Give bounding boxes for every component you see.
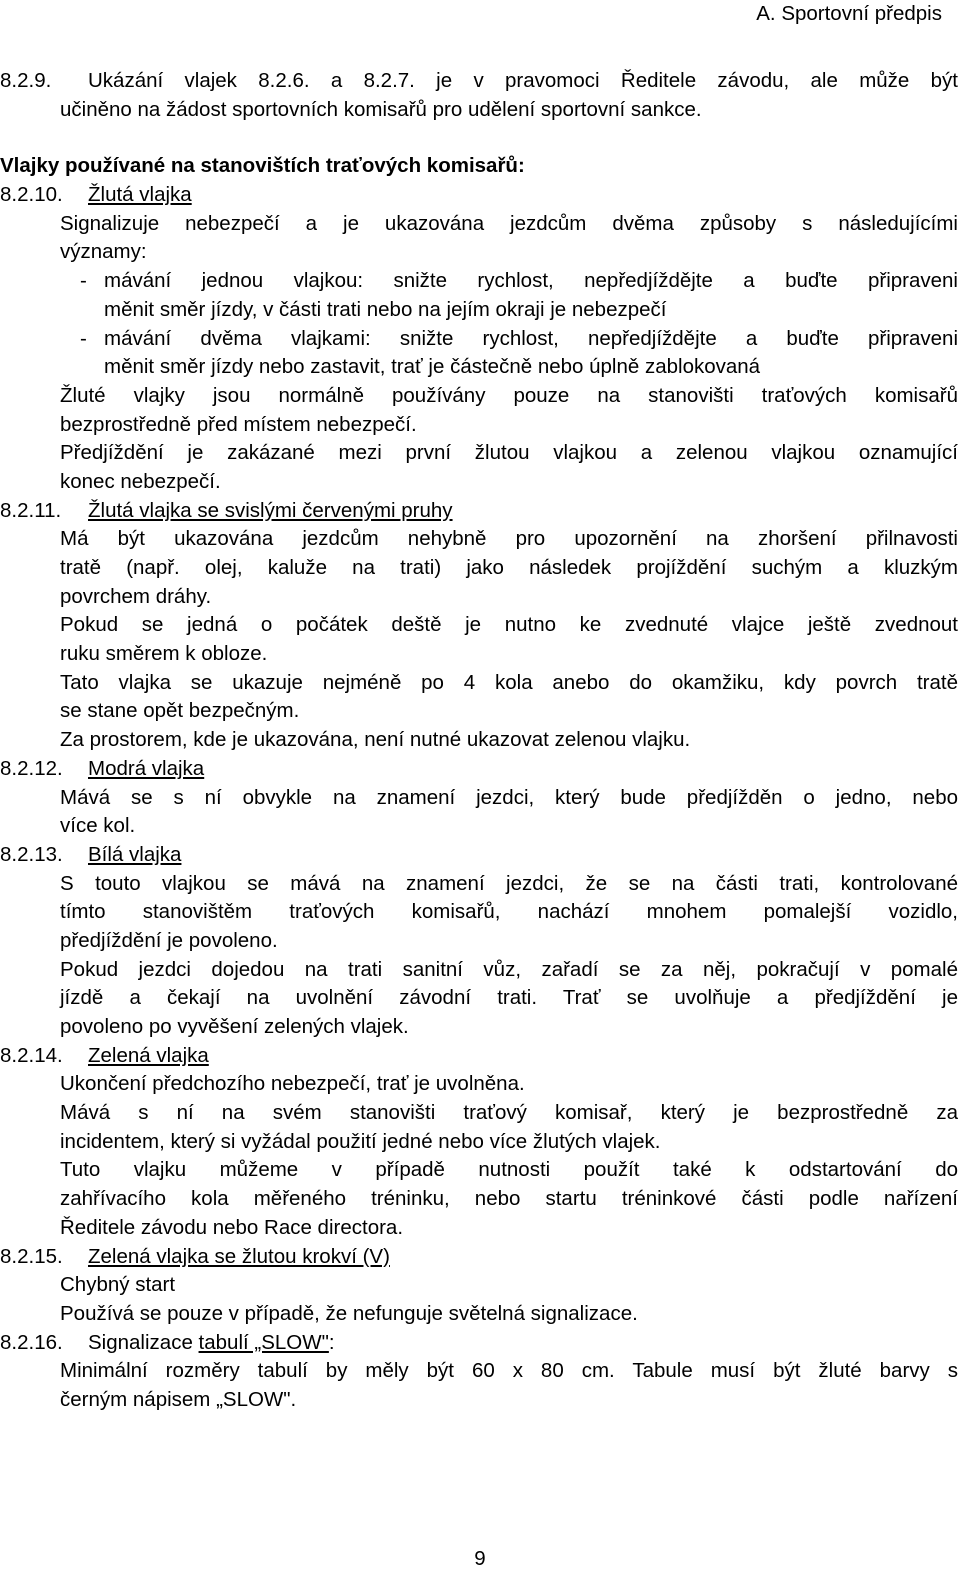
- paragraph-text: S touto vlajkou se mává na znamení jezdci, že se na části trati, kontrolované: [60, 871, 958, 895]
- paragraph-text: Pokud se jedná o počátek deště je nutno ke zvednuté vlajce ještě zvednout: [60, 613, 958, 637]
- page-number: 9: [474, 1547, 486, 1570]
- section-8-2-13-title-line: [0, 841, 958, 870]
- section-heading-line: [0, 152, 958, 181]
- text-line: [0, 984, 958, 1013]
- section-title: Zelená vlajka: [88, 1043, 209, 1067]
- paragraph-text: významy:: [60, 240, 147, 264]
- paragraph-text: Minimální rozměry tabulí by měly být 60 x 80 cm. Tabule musí být žluté barvy s: [60, 1359, 958, 1383]
- paragraph-text: povrchem dráhy.: [60, 584, 212, 608]
- text-line: [0, 669, 958, 698]
- text-line: [0, 1357, 958, 1386]
- paragraph-text: Má být ukazována jezdcům nehybně pro upozornění na zhoršení přilnavosti: [60, 527, 958, 551]
- section-8-2-11-title-line: [0, 497, 958, 526]
- paragraph-text: bezprostředně před místem nebezpečí.: [60, 412, 417, 436]
- text-line: [0, 238, 958, 267]
- text-line: [0, 1070, 958, 1099]
- bullet-text: mávání dvěma vlajkami: snižte rychlost, nepředjíždějte a buďte připraveni: [104, 326, 958, 350]
- text-line: [0, 525, 958, 554]
- page-header: A. Sportovní předpis: [756, 2, 942, 25]
- text-line: [0, 726, 958, 755]
- paragraph-text: Signalizuje nebezpečí a je ukazována jezdcům dvěma způsoby s následujícími: [60, 211, 958, 235]
- paragraph-text: Pokud jezdci dojedou na trati sanitní vůz, zařadí se za něj, pokračují v pomalé: [60, 957, 958, 981]
- paragraph-text: Tato vlajka se ukazuje nejméně po 4 kola anebo do okamžiku, kdy povrch tratě: [60, 670, 958, 694]
- section-title-prefix: Signalizace: [88, 1330, 193, 1354]
- section-heading: Vlajky používané na stanovištích traťových komisařů:: [0, 154, 525, 178]
- paragraph-text: ruku směrem k obloze.: [60, 642, 268, 666]
- paragraph-text: Tuto vlajku můžeme v případě nutnosti použít také k odstartování do: [60, 1158, 958, 1182]
- text-line: [0, 927, 958, 956]
- section-number: 8.2.9.: [0, 69, 52, 92]
- section-title-line: [88, 1329, 335, 1358]
- text-line: [0, 611, 958, 640]
- paragraph-text: Ředitele závodu nebo Race directora.: [60, 1215, 404, 1239]
- bullet-text: měnit směr jízdy, v části trati nebo na jejím okraji je nebezpečí: [104, 297, 667, 321]
- text-line: [0, 784, 958, 813]
- dash-bullet: -: [80, 269, 87, 293]
- text-line: [0, 554, 958, 583]
- text-line: [0, 697, 958, 726]
- text-line: [0, 1156, 958, 1185]
- text-line: [0, 411, 958, 440]
- paragraph-text: Ukončení předchozího nebezpečí, trať je uvolněna.: [60, 1072, 525, 1096]
- paragraph-text: více kol.: [60, 814, 136, 838]
- paragraph-text: černým nápisem „SLOW".: [60, 1387, 297, 1411]
- text-line: [0, 583, 958, 612]
- paragraph-text: povoleno po vyvěšení zelených vlajek.: [60, 1015, 409, 1038]
- paragraph-text: se stane opět bezpečným.: [60, 699, 300, 723]
- bullet-line: [0, 353, 958, 382]
- section-number: 8.2.13.: [0, 842, 63, 866]
- text-line: [0, 1386, 958, 1415]
- text-line: [0, 1300, 958, 1329]
- paragraph-text: jízdě a čekají na uvolnění závodní trati. Trať se uvolňuje a předjíždění je: [60, 986, 958, 1010]
- section-8-2-14-title-line: [0, 1042, 958, 1071]
- section-8-2-10-title-line: [0, 181, 958, 210]
- section-8-2-16-title-line: [0, 1329, 958, 1358]
- paragraph-text: tímto stanovištěm traťových komisařů, nachází mnohem pomalejší vozidlo,: [60, 900, 958, 924]
- paragraph-text: Chybný start: [60, 1273, 176, 1297]
- text-line: [0, 956, 958, 985]
- paragraph-text: Mává s ní na svém stanovišti traťový komisař, který je bezprostředně za: [60, 1101, 958, 1125]
- paragraph-text: incidentem, který si vyžádal použití jedné nebo více žlutých vlajek.: [60, 1129, 661, 1153]
- paragraph-text: Žluté vlajky jsou normálně používány pouze na stanovišti traťových komisařů: [60, 383, 958, 407]
- text-line: [0, 1128, 958, 1157]
- paragraph-text: předjíždění je povoleno.: [60, 928, 278, 952]
- section-title-suffix: :: [328, 1330, 335, 1354]
- paragraph-8-2-9-line: [0, 67, 958, 96]
- paragraph-text: zahřívacího kola měřeného tréninku, nebo startu tréninkové části podle nařízení: [60, 1187, 958, 1211]
- text-line: [0, 1099, 958, 1128]
- section-number: 8.2.14.: [0, 1043, 63, 1067]
- paragraph-text: učiněno na žádost sportovních komisařů pro udělení sportovní sankce.: [60, 97, 702, 121]
- text-line: [0, 1214, 958, 1243]
- section-title: Zelená vlajka se žlutou krokví (V): [88, 1244, 390, 1268]
- bullet-line: [0, 296, 958, 325]
- text-line: [0, 439, 958, 468]
- section-title: Žlutá vlajka: [88, 183, 192, 207]
- section-title: Bílá vlajka: [88, 842, 182, 866]
- paragraph-text: Za prostorem, kde je ukazována, není nutné ukazovat zelenou vlajku.: [60, 728, 691, 752]
- text-line: [0, 1271, 958, 1300]
- section-number: 8.2.12.: [0, 756, 63, 780]
- text-line: [0, 812, 958, 841]
- bullet-text: měnit směr jízdy nebo zastavit, trať je částečně nebo úplně zablokovaná: [104, 355, 761, 379]
- section-title: tabulí „SLOW": [198, 1330, 329, 1354]
- paragraph-text: Používá se pouze v případě, že nefunguje světelná signalizace.: [60, 1301, 638, 1325]
- paragraph-text: tratě (např. olej, kaluže na trati) jako následek projíždění suchým a kluzkým: [60, 556, 958, 579]
- text-line: [0, 1013, 958, 1042]
- text-line: [0, 870, 958, 899]
- section-8-2-12-title-line: [0, 755, 958, 784]
- bullet-line: [0, 325, 958, 354]
- section-number: 8.2.11.: [0, 498, 62, 522]
- section-8-2-15-title-line: [0, 1243, 958, 1272]
- text-line: [0, 210, 958, 239]
- bullet-line: [0, 267, 958, 296]
- section-number: 8.2.15.: [0, 1244, 63, 1268]
- dash-bullet: -: [80, 326, 87, 350]
- text-line: [0, 468, 958, 497]
- section-title: Modrá vlajka: [88, 756, 205, 780]
- section-number: 8.2.16.: [0, 1330, 63, 1354]
- section-number: 8.2.10.: [0, 183, 63, 207]
- text-line: [0, 640, 958, 669]
- paragraph-text: Ukázání vlajek 8.2.6. a 8.2.7. je v pravomoci Ředitele závodu, ale může být: [88, 69, 958, 92]
- text-line: [0, 382, 958, 411]
- paragraph-8-2-9-line: [0, 96, 958, 125]
- paragraph-text: Předjíždění je zakázané mezi první žlutou vlajkou a zelenou vlajkou oznamující: [60, 441, 958, 465]
- document-body: [0, 67, 958, 1415]
- paragraph-text: konec nebezpečí.: [60, 469, 221, 493]
- text-line: [0, 898, 958, 927]
- text-line: [0, 1185, 958, 1214]
- bullet-text: mávání jednou vlajkou: snižte rychlost, nepředjíždějte a buďte připraveni: [104, 269, 958, 293]
- paragraph-text: Mává se s ní obvykle na znamení jezdci, který bude předjížděn o jedno, nebo: [60, 785, 958, 809]
- section-title: Žlutá vlajka se svislými červenými pruhy: [88, 498, 453, 522]
